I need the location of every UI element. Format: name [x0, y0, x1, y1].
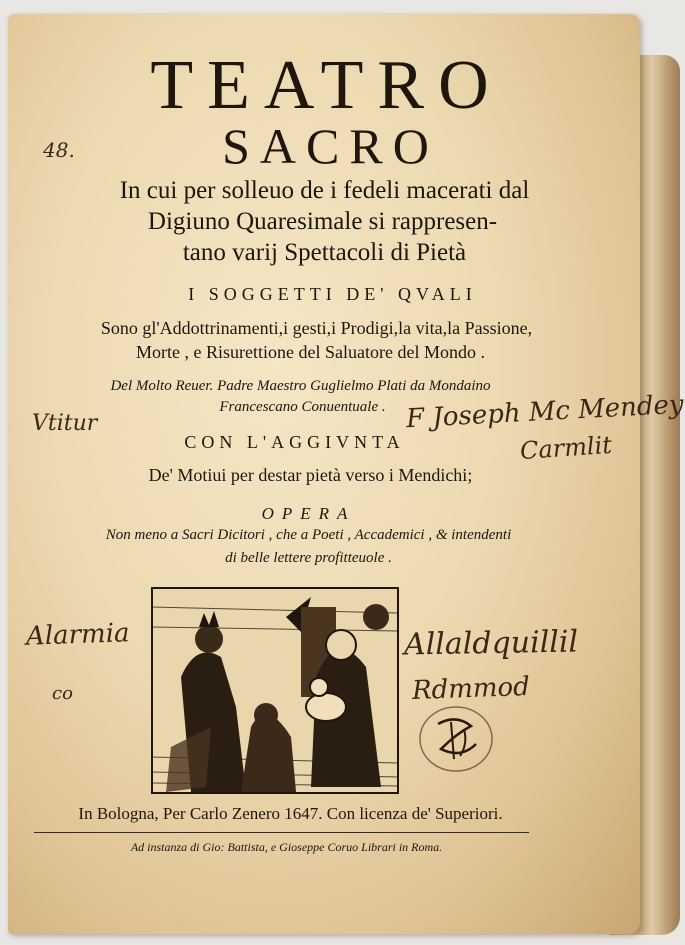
monogram-stamp — [416, 704, 496, 774]
opera-heading: OPERA — [261, 504, 356, 523]
imprint-note: Ad instanza di Gio: Battista, e Gioseppe Coruo Librari in Roma. — [130, 840, 443, 854]
subtitle-line-2: Digiuno Quaresimale si rappresen- — [147, 208, 498, 235]
subtitle-line-1: In cui per solleuo de i fedeli macerati dal — [119, 177, 530, 204]
handwritten-signature-right-1: Allaldquillil — [403, 624, 579, 663]
imprint-line: In Bologna, Per Carlo Zenero 1647. Con licenza de' Superiori. — [78, 804, 503, 823]
audience-line-2: di belle lettere profitteuole . — [225, 550, 392, 566]
handwritten-signature-left-note: co — [52, 683, 73, 704]
subtitle-line-3: tano varij Spettacoli di Pietà — [182, 239, 467, 266]
handwritten-margin-note: Vtitur — [32, 411, 98, 436]
handwritten-owner-suffix: Carmlit — [519, 430, 613, 466]
title-line-1: TEATRO — [150, 47, 503, 124]
addition-text: De' Motiui per destar pietà verso i Mendichi; — [148, 465, 473, 485]
title-line-2: SACRO — [222, 118, 439, 174]
subjects-line-1: Sono gl'Addottrinamenti,i gesti,i Prodigi,la vita,la Passione, — [100, 318, 533, 338]
author-line-1: Del Molto Reuer. Padre Maestro Guglielmo Plati da Mondaino — [110, 378, 491, 394]
nativity-woodcut — [151, 587, 399, 794]
handwritten-owner: F Joseph Mc Mendey — [405, 389, 685, 435]
audience-line-1: Non meno a Sacri Dicitori , che a Poeti , Accademici , & intendenti — [105, 527, 512, 543]
handwritten-signature-left: Alarmia — [25, 618, 130, 652]
handwritten-signature-right-2: Rdmmod — [411, 671, 531, 707]
handwritten-number: 48. — [43, 138, 75, 162]
title-page — [8, 14, 685, 934]
imprint-rule — [34, 832, 529, 833]
subjects-line-2: Morte , e Risurettione del Saluatore del Mondo . — [136, 342, 485, 362]
author-line-2: Francescano Conuentuale . — [219, 399, 386, 415]
subjects-heading: I SOGGETTI DE' QVALI — [188, 284, 477, 304]
addition-heading: CON L'AGGIVNTA — [184, 432, 405, 452]
